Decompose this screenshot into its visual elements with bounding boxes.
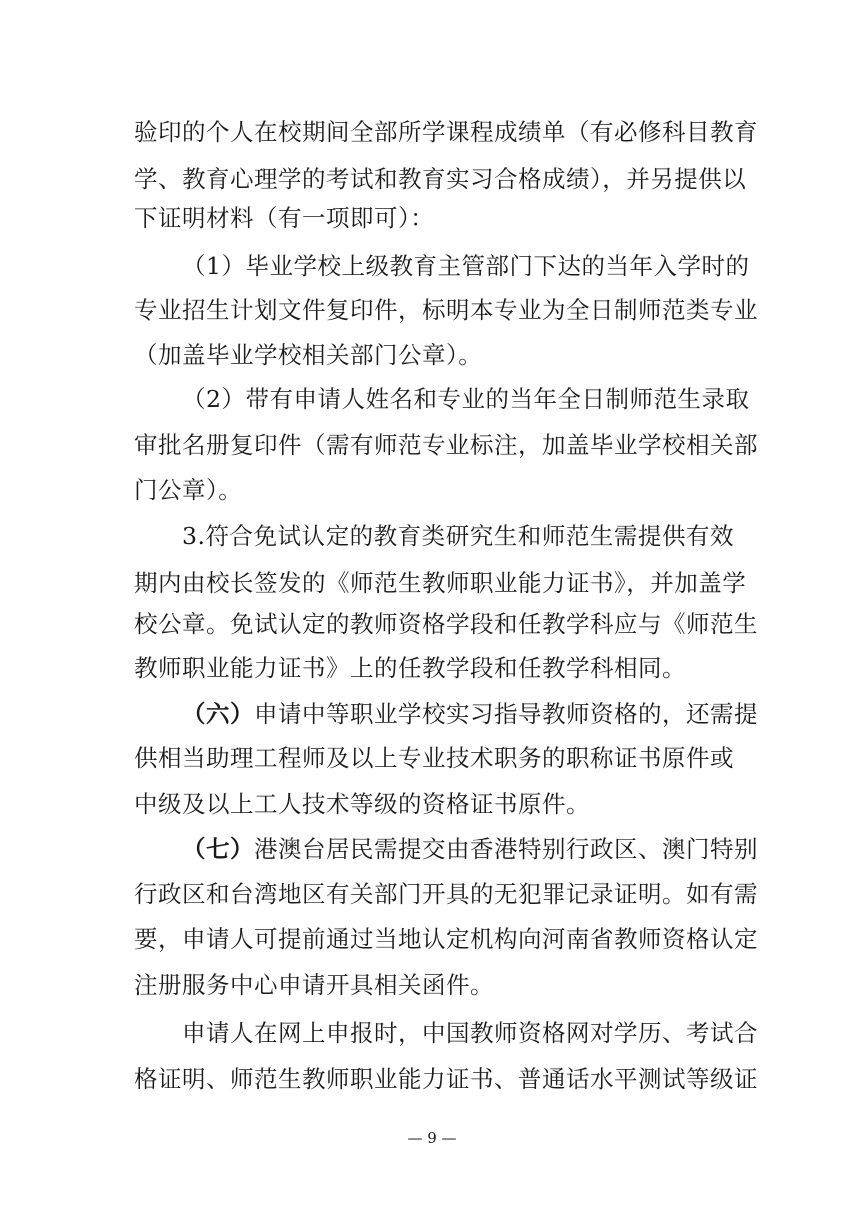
section-seven-heading: （七） (182, 835, 254, 863)
text-line: 期内由校长签发的《师范生教师职业能力证书》，并加盖学 (134, 569, 747, 597)
text-line: 教师职业能力证书》上的任教学段和任教学科相同。 (134, 654, 686, 682)
text-line: （加盖毕业学校相关部门公章）。 (134, 341, 483, 369)
text-line: 中级及以上工人技术等级的资格证书原件。 (134, 790, 590, 818)
text-line: （1）毕业学校上级教育主管部门下达的当年入学时的 (182, 252, 750, 280)
page-number: — 9 — (407, 1129, 457, 1147)
text-line: 供相当助理工程师及以上专业技术职务的职称证书原件或 (134, 744, 734, 772)
section-six-text: 申请中等职业学校实习指导教师资格的，还需提 (254, 700, 758, 728)
text-line: （2）带有申请人姓名和专业的当年全日制师范生录取 (182, 385, 750, 413)
section-seven-text: 港澳台居民需提交由香港特别行政区、澳门特别 (254, 835, 758, 863)
text-line: 校公章。免试认定的教师资格学段和任教学科应与《师范生 (134, 610, 758, 638)
text-line: 行政区和台湾地区有关部门开具的无犯罪记录证明。如有需 (134, 880, 758, 908)
section-six-line (182, 697, 758, 731)
section-six-heading: （六） (182, 700, 254, 728)
text-line: 申请人在网上申报时，中国教师资格网对学历、考试合 (182, 1019, 758, 1047)
text-line: 审批名册复印件（需有师范专业标注，加盖毕业学校相关部 (134, 431, 758, 459)
text-line: 3.符合免试认定的教育类研究生和师范生需提供有效 (182, 522, 734, 550)
text-line: 专业招生计划文件复印件，标明本专业为全日制师范类专业 (134, 296, 758, 324)
text-line: 格证明、师范生教师职业能力证书、普通话水平测试等级证 (134, 1065, 758, 1093)
text-line: 验印的个人在校期间全部所学课程成绩单（有必修科目教育 (134, 118, 758, 146)
text-line: 门公章）。 (134, 476, 243, 504)
text-line: 学、教育心理学的考试和教育实习合格成绩），并另提供以 (134, 165, 747, 193)
text-line: 要，申请人可提前通过当地认定机构向河南省教师资格认定 (134, 925, 758, 953)
text-line: 注册服务中心申请开具相关函件。 (134, 971, 494, 999)
section-seven-line (182, 832, 758, 866)
text-line: 下证明材料（有一项即可）： (134, 204, 435, 232)
